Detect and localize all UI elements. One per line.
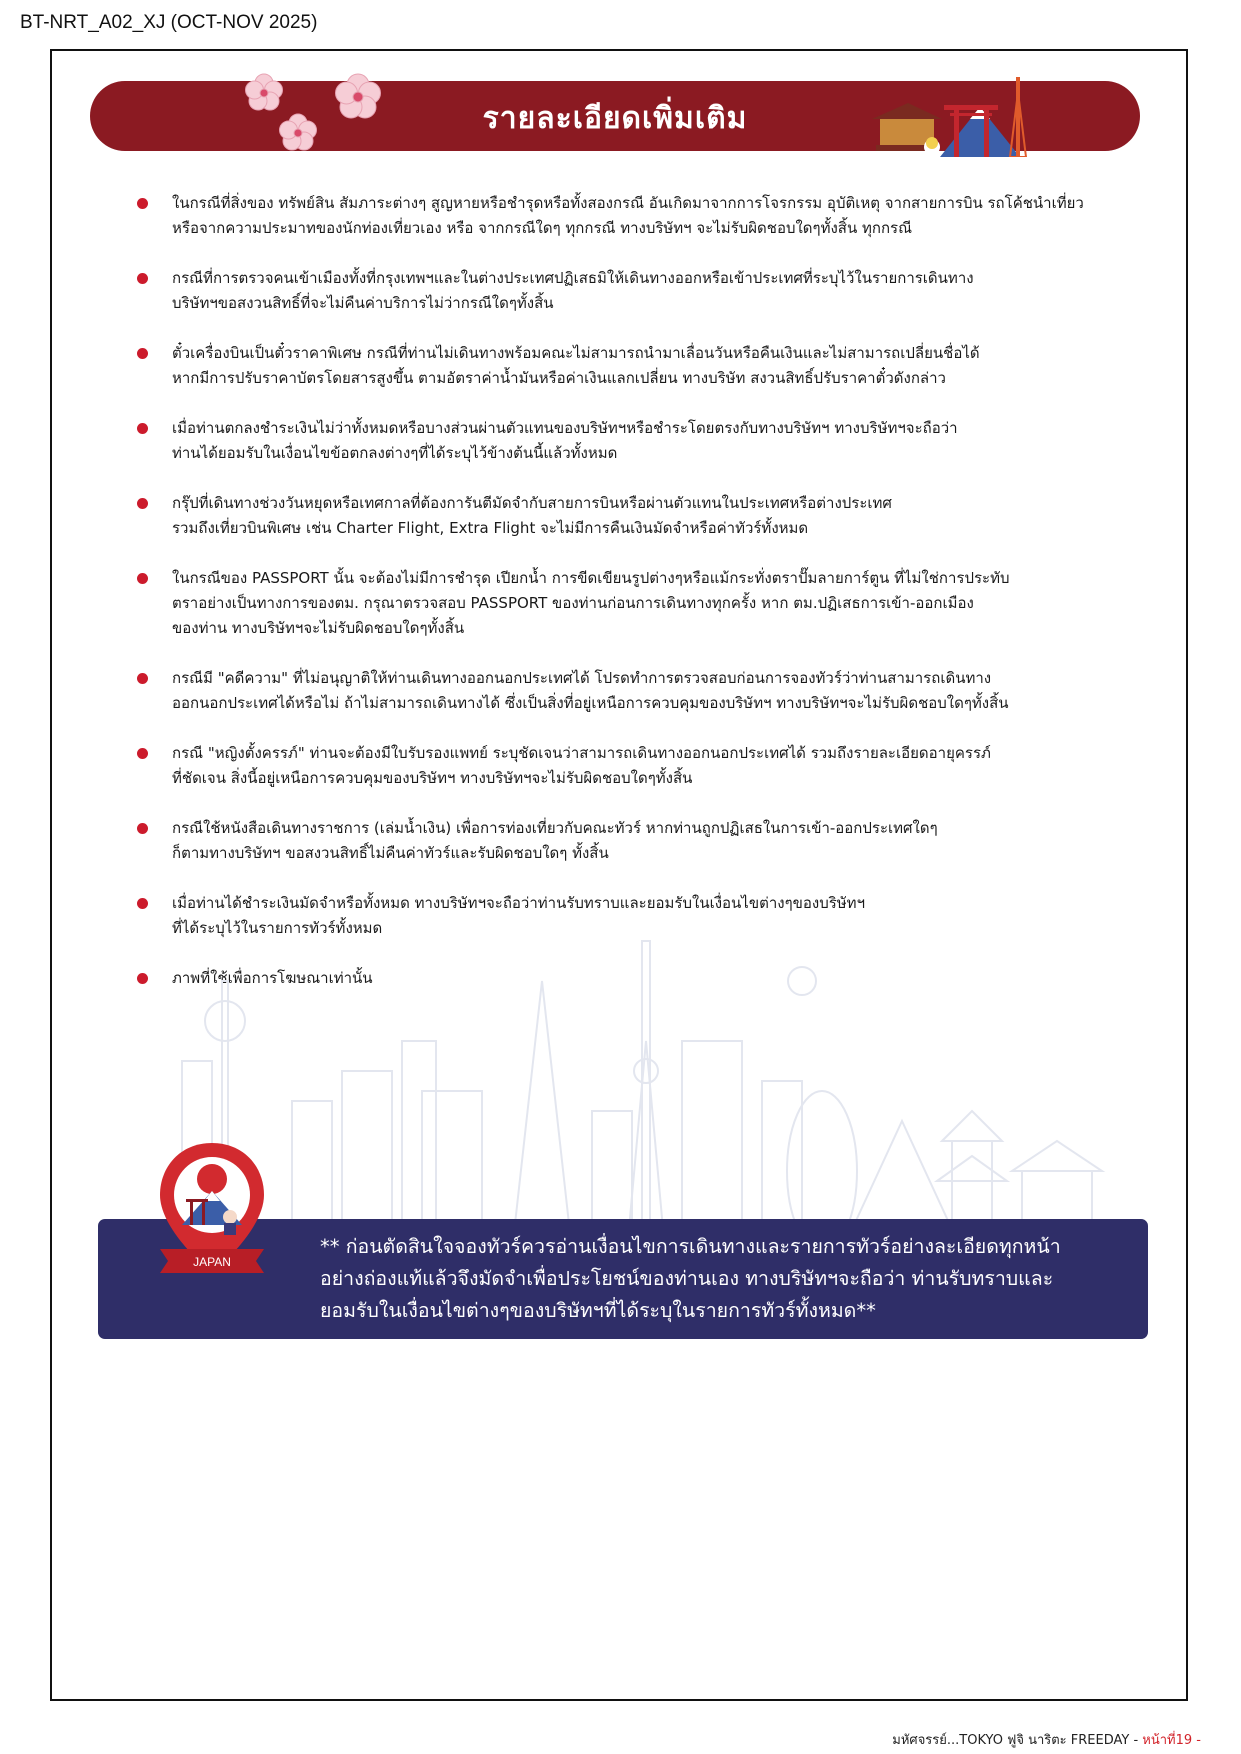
terms-list [137, 191, 1177, 1016]
bullet-icon [137, 898, 148, 909]
term-line: กรณีที่การตรวจคนเข้าเมืองทั้งที่กรุงเทพฯและในต่างประเทศปฏิเสธมิให้เดินทางออกหรือเข้าประเทศที่ระบุไว้ในรายการเดินทาง [172, 269, 974, 287]
page-frame [50, 49, 1188, 1701]
term-line: ของท่าน ทางบริษัทฯจะไม่รับผิดชอบใดๆทั้งสิ้น [172, 619, 465, 637]
page-title: รายละเอียดเพิ่มเติม [482, 101, 748, 136]
term-item [137, 266, 1177, 316]
term-line: รวมถึงเที่ยวบินพิเศษ เช่น Charter Flight, Extra Flight จะไม่มีการคืนเงินมัดจำหรือค่าทัวร์ทั้งหมด [172, 519, 809, 537]
term-line: เมื่อท่านได้ชำระเงินมัดจำหรือทั้งหมด ทางบริษัทฯจะถือว่าท่านรับทราบและยอมรับในเงื่อนไขต่างๆของบริษัทฯ [172, 894, 865, 912]
notice-text [320, 1231, 1125, 1327]
notice-line: อย่างถ่องแท้แล้วจึงมัดจำเพื่อประโยชน์ของท่านเอง ทางบริษัทฯจะถือว่า ท่านรับทราบและ [320, 1267, 1054, 1290]
bullet-icon [137, 748, 148, 759]
term-line: ตั๋วเครื่องบินเป็นตั๋วราคาพิเศษ กรณีที่ท่านไม่เดินทางพร้อมคณะไม่สามารถนำมาเลื่อนวันหรือคืนเงินและไม่สามารถเปลี่ยนชื่อได้ [172, 344, 980, 362]
term-line: กรณีใช้หนังสือเดินทางราชการ (เล่มน้ำเงิน) เพื่อการท่องเที่ยวกับคณะทัวร์ หากท่านถูกปฏิเสธในการเข้า-ออกประเทศใดๆ [172, 819, 938, 837]
term-line: ออกนอกประเทศได้หรือไม่ ถ้าไม่สามารถเดินทางได้ ซึ่งเป็นสิ่งที่อยู่เหนือการควบคุมของบริษัทฯ ทางบริษัทฯจะไม่รับผิดชอบใดๆทั้งสิ้น [172, 694, 1009, 712]
japan-landmarks-icon [870, 67, 1040, 157]
term-item [137, 566, 1177, 641]
header-banner [90, 81, 1140, 151]
term-line: ในกรณีของ PASSPORT นั้น จะต้องไม่มีการชำรุด เปียกน้ำ การขีดเขียนรูปต่างๆหรือแม้กระทั่งตราปั๊มลายการ์ตูน ที่ไม่ใช่การประทับ [172, 569, 1010, 587]
footer-title: มหัศจรรย์...TOKYO ฟูจิ นาริตะ FREEDAY - [892, 1733, 1143, 1748]
term-line: บริษัทฯขอสงวนสิทธิ์ที่จะไม่คืนค่าบริการไม่ว่ากรณีใดๆทั้งสิ้น [172, 294, 554, 312]
city-skyline-illustration [122, 921, 1122, 1261]
term-line: กรณีมี "คดีความ" ที่ไม่อนุญาติให้ท่านเดินทางออกนอกประเทศได้ โปรดทำการตรวจสอบก่อนการจองทัวร์ว่าท่านสามารถเดินทาง [172, 669, 992, 687]
term-item [137, 341, 1177, 391]
term-line: ในกรณีที่สิ่งของ ทรัพย์สิน สัมภาระต่างๆ สูญหายหรือชำรุดหรือทั้งสองกรณี อันเกิดมาจากการโจรกรรม อุบัติเหตุ จากสายการบิน รถโค้ชนำเที่ยว [172, 194, 1084, 212]
term-item [137, 416, 1177, 466]
bullet-icon [137, 273, 148, 284]
term-item [137, 491, 1177, 541]
term-item [137, 666, 1177, 716]
term-line: หากมีการปรับราคาบัตรโดยสารสูงขึ้น ตามอัตราค่าน้ำมันหรือค่าเงินแลกเปลี่ยน ทางบริษัท สงวนสิทธิ์ปรับราคาตั๋วดังกล่าว [172, 369, 946, 387]
term-item [137, 191, 1177, 241]
bullet-icon [137, 198, 148, 209]
term-line: หรือจากความประมาทของนักท่องเที่ยวเอง หรือ จากกรณีใดๆ ทุกกรณี ทางบริษัทฯ จะไม่รับผิดชอบใดๆทั้งสิ้น ทุกกรณี [172, 219, 913, 237]
page-footer [892, 1729, 1201, 1750]
bullet-icon [137, 498, 148, 509]
term-line: กรณี "หญิงตั้งครรภ์" ท่านจะต้องมีใบรับรองแพทย์ ระบุชัดเจนว่าสามารถเดินทางออกนอกประเทศได้ รวมถึงรายละเอียดอายุครรภ์ [172, 744, 991, 762]
term-line: ตราอย่างเป็นทางการของตม. กรุณาตรวจสอบ PASSPORT ของท่านก่อนการเดินทางทุกครั้ง หาก ตม.ปฏิเสธการเข้า-ออกเมือง [172, 594, 974, 612]
bullet-icon [137, 673, 148, 684]
bullet-icon [137, 823, 148, 834]
document-code: BT-NRT_A02_XJ (OCT-NOV 2025) [20, 12, 318, 33]
term-line: ภาพที่ใช้เพื่อการโฆษณาเท่านั้น [172, 969, 373, 987]
term-line: ที่ได้ระบุไว้ในรายการทัวร์ทั้งหมด [172, 919, 383, 937]
term-line: ก็ตามทางบริษัทฯ ขอสงวนสิทธิ์ไม่คืนค่าทัวร์และรับผิดชอบใดๆ ทั้งสิ้น [172, 844, 609, 862]
term-item [137, 741, 1177, 791]
bullet-icon [137, 573, 148, 584]
bullet-icon [137, 423, 148, 434]
notice-line: ** ก่อนตัดสินใจจองทัวร์ควรอ่านเงื่อนไขการเดินทางและรายการทัวร์อย่างละเอียดทุกหน้า [320, 1235, 1061, 1258]
notice-line: ยอมรับในเงื่อนไขต่างๆของบริษัทฯที่ได้ระบุในรายการทัวร์ทั้งหมด** [320, 1299, 876, 1322]
term-line: ที่ชัดเจน สิ่งนี้อยู่เหนือการควบคุมของบริษัทฯ ทางบริษัทฯจะไม่รับผิดชอบใดๆทั้งสิ้น [172, 769, 693, 787]
term-line: ท่านได้ยอมรับในเงื่อนไขข้อตกลงต่างๆที่ได้ระบุไว้ข้างต้นนี้แล้วทั้งหมด [172, 444, 618, 462]
pin-ribbon-label: JAPAN [193, 1255, 231, 1269]
bullet-icon [137, 348, 148, 359]
term-line: กรุ๊ปที่เดินทางช่วงวันหยุดหรือเทศกาลที่ต้องการันตีมัดจำกับสายการบินหรือผ่านตัวแทนในประเทศหรือต่างประเทศ [172, 494, 892, 512]
japan-pin-icon [152, 1139, 272, 1289]
page-number: หน้าที่19 - [1142, 1733, 1201, 1748]
term-item [137, 816, 1177, 866]
term-line: เมื่อท่านตกลงชำระเงินไม่ว่าทั้งหมดหรือบางส่วนผ่านตัวแทนของบริษัทฯหรือชำระโดยตรงกับทางบริษัทฯ ทางบริษัทฯจะถือว่า [172, 419, 958, 437]
